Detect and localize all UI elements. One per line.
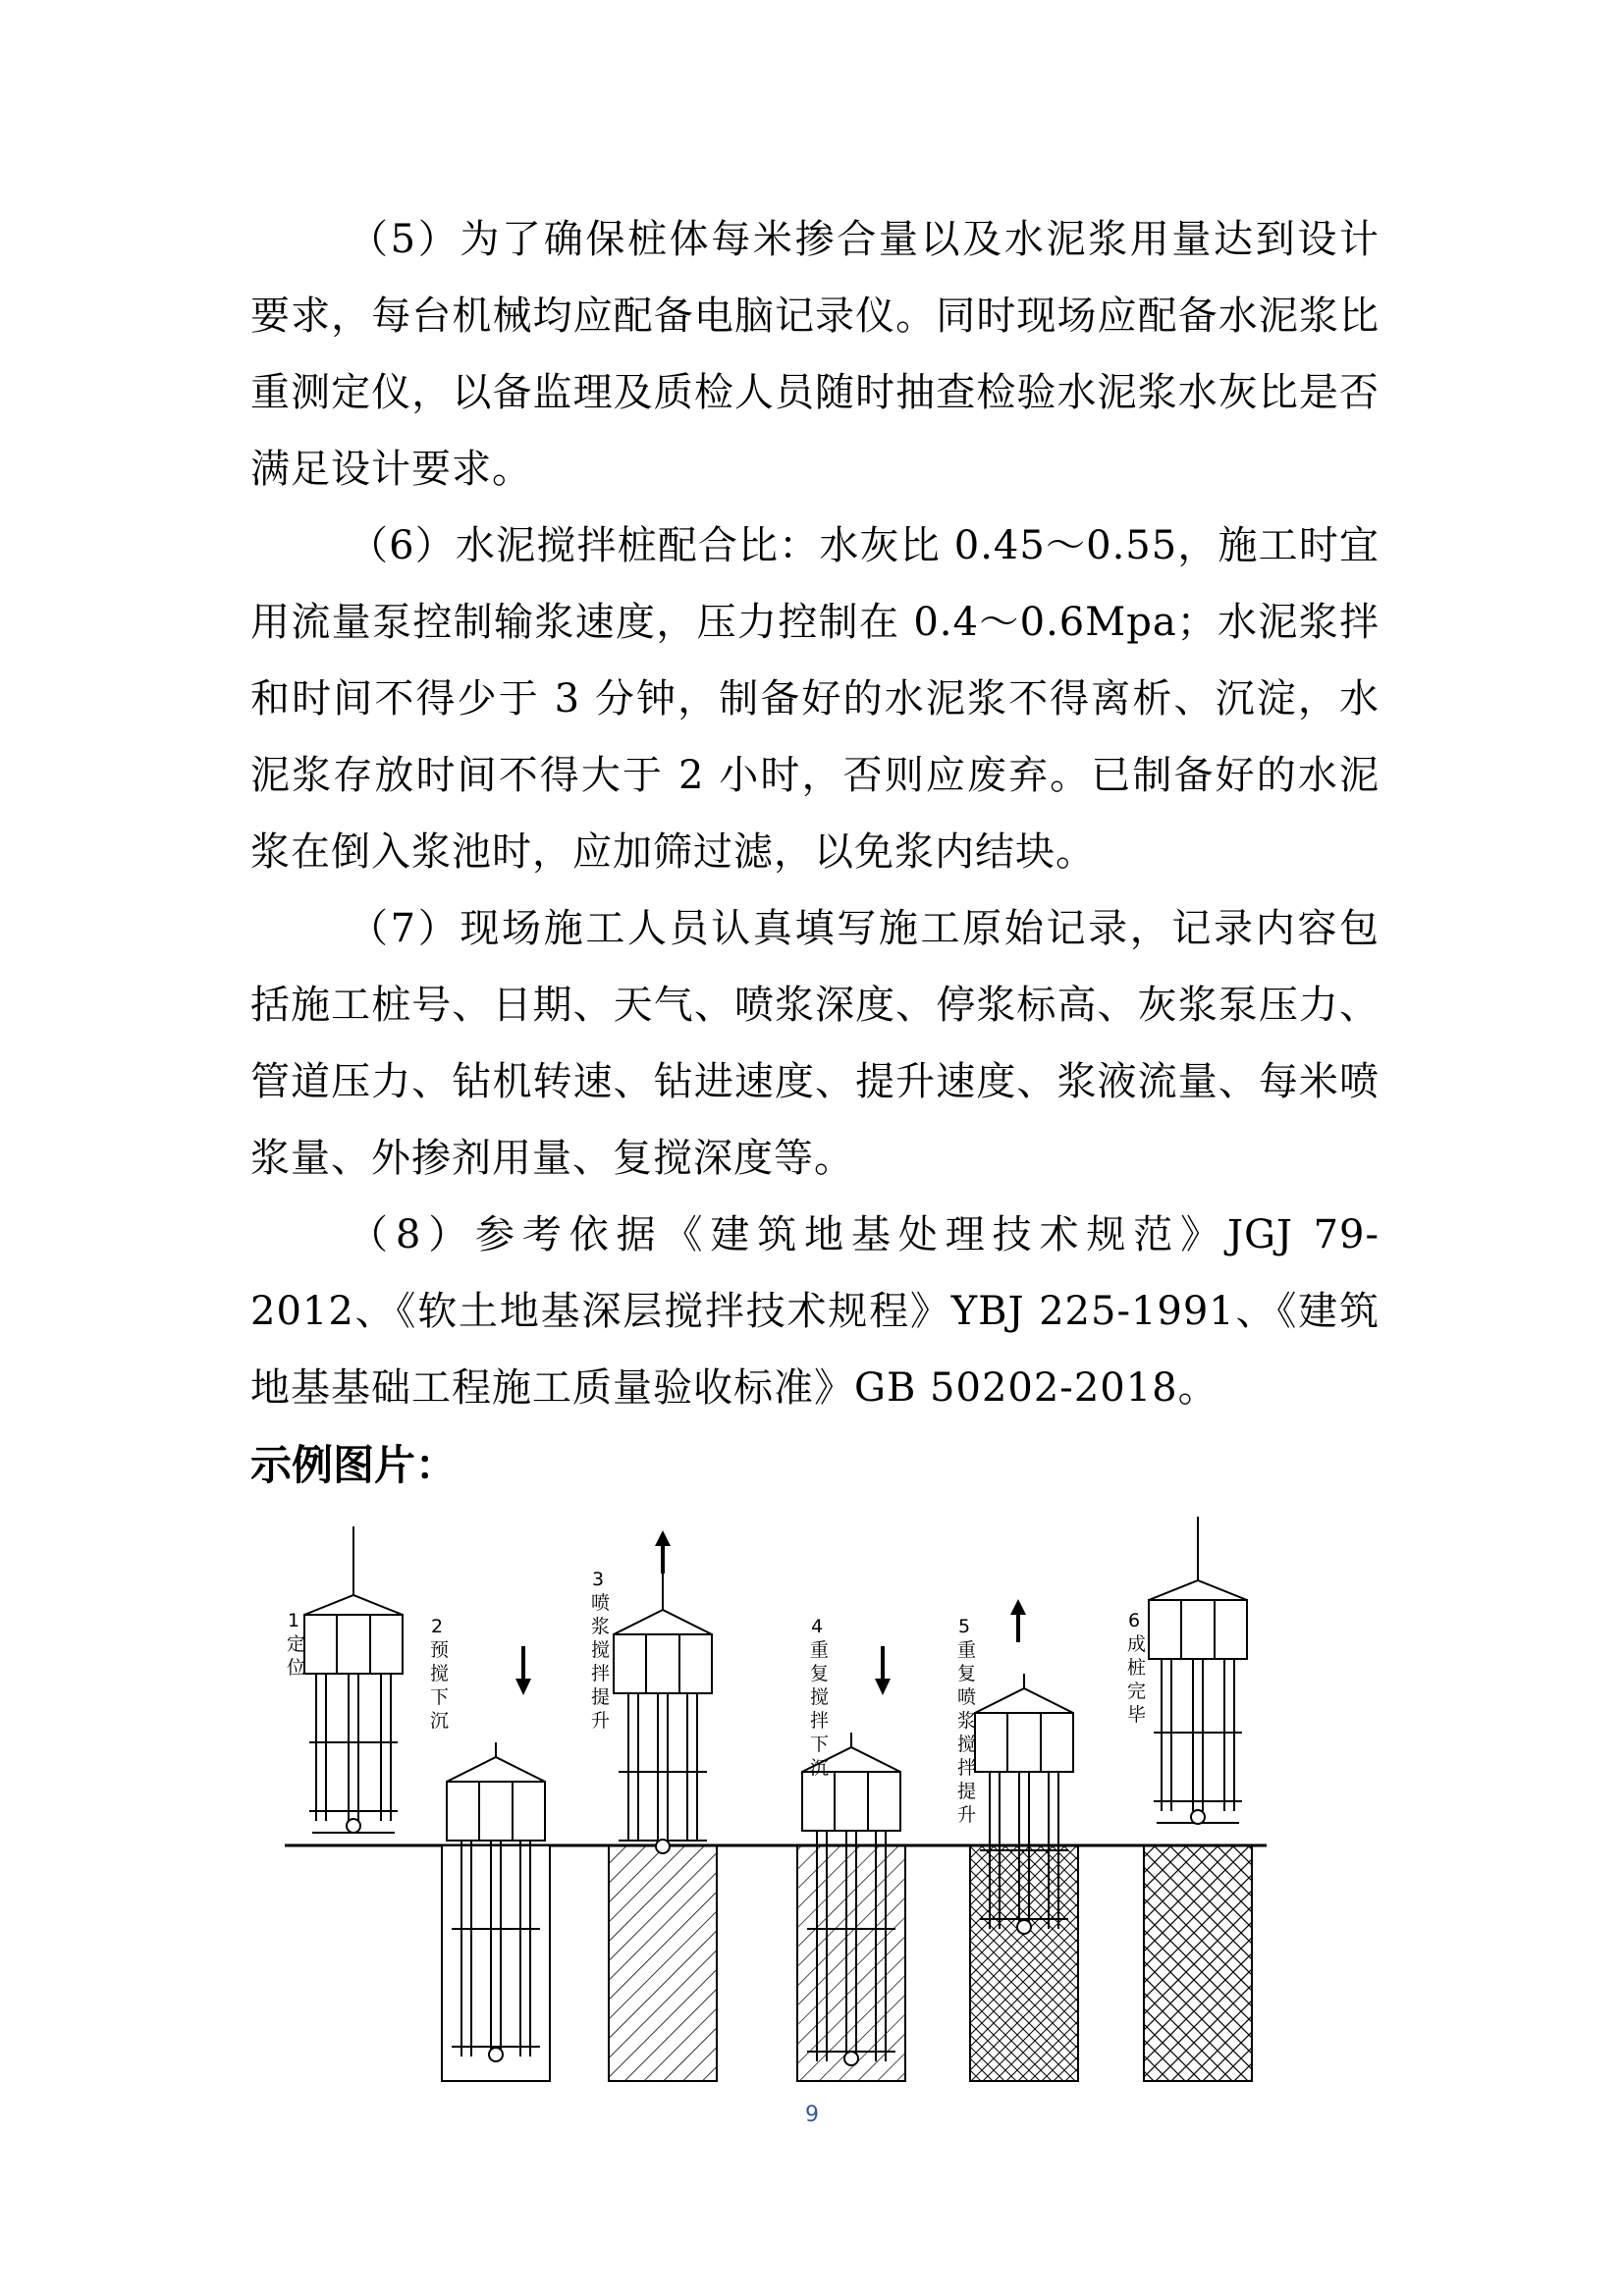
step-3-char: 浆 (591, 1616, 611, 1637)
step-6-char: 毕 (1127, 1704, 1147, 1726)
step-3-char: 拌 (591, 1663, 611, 1684)
step-5-char: 浆 (957, 1710, 977, 1732)
step-3-num: 3 (592, 1569, 605, 1590)
step-6-char: 桩 (1127, 1657, 1147, 1679)
step-2-char: 下 (430, 1686, 450, 1708)
paragraph-6: （6）水泥搅拌桩配合比：水灰比 0.45～0.55，施工时宜用流量泵控制输浆速度，压力控制在 0.4～0.6Mpa；水泥浆拌和时间不得少于 3 分钟，制备好的水泥浆不得离析、沉淀，水泥浆存放时间不得大于 2 小时，否则应废弃。已制备好的水泥浆在倒入浆池时，应加筛过滤，以免浆内结块。 (250, 523, 1380, 875)
rig-3 (614, 1571, 712, 1853)
step-4-char: 搅 (810, 1686, 830, 1708)
step-1-num: 1 (288, 1610, 300, 1631)
step-5-char: 升 (957, 1804, 977, 1826)
paragraph-8: （8）参考依据《建筑地基处理技术规范》JGJ 79-2012、《软土地基深层搅拌技术规程》YBJ 225-1991、《建筑地基基础工程施工质量验收标准》GB 50202-2018。 (250, 1212, 1380, 1411)
step-label-5 (957, 1616, 976, 1826)
pile-hole-3 (609, 1845, 717, 2081)
step-4-char: 复 (810, 1663, 830, 1684)
paragraph-7: （7）现场施工人员认真填写施工原始记录，记录内容包括施工桩号、日期、天气、喷浆深度、停浆标高、灰浆泵压力、管道压力、钻机转速、钻进速度、提升速度、浆液流量、每米喷浆量、外掺剂用量、复搅深度等。 (250, 906, 1380, 1181)
step-label-6 (1127, 1610, 1146, 1726)
pile-construction-diagram (275, 1517, 1286, 2106)
step-label-2 (430, 1616, 449, 1732)
step-3-char: 搅 (591, 1639, 611, 1661)
step-label-3 (591, 1569, 610, 1732)
step-5-char: 重 (957, 1639, 977, 1661)
step-5-char: 复 (957, 1663, 977, 1684)
step-4-char: 重 (810, 1639, 830, 1661)
step-5-char: 提 (957, 1781, 977, 1802)
step-label-1 (287, 1610, 305, 1679)
step-4-char: 下 (810, 1734, 830, 1755)
step-1-char: 定 (287, 1633, 306, 1655)
step-label-4 (810, 1616, 829, 1779)
step-2-char: 预 (430, 1639, 450, 1661)
step-1-char: 位 (287, 1657, 306, 1679)
pile-hole-5 (970, 1845, 1078, 2081)
step-4-num: 4 (811, 1616, 824, 1637)
paragraph-5: （5）为了确保桩体每米掺合量以及水泥浆用量达到设计要求，每台机械均应配备电脑记录仪。同时现场应配备水泥浆比重测定仪，以备监理及质检人员随时抽查检验水泥浆水灰比是否满足设计要求。 (250, 217, 1380, 492)
step-5-num: 5 (958, 1616, 971, 1637)
rig-1 (304, 1526, 403, 1833)
step-4-char: 拌 (810, 1710, 830, 1732)
step-3-char: 升 (591, 1710, 611, 1732)
step-3-char: 喷 (591, 1592, 611, 1614)
page-number: 9 (805, 2103, 819, 2127)
step-5-char: 拌 (957, 1757, 977, 1779)
step-6-char: 成 (1127, 1633, 1147, 1655)
step-5-char: 喷 (957, 1686, 977, 1708)
step-5-char: 搅 (957, 1734, 977, 1755)
rig-6 (1149, 1517, 1247, 1824)
step-3-char: 提 (591, 1686, 611, 1708)
pile-hole-6 (1144, 1845, 1252, 2081)
figure-heading: 示例图片： (250, 1441, 458, 1489)
step-2-char: 搅 (430, 1663, 450, 1684)
pile-hole-4 (797, 1845, 905, 2081)
step-2-num: 2 (431, 1616, 444, 1637)
step-4-char: 沉 (810, 1757, 830, 1779)
step-6-num: 6 (1128, 1610, 1141, 1631)
step-2-char: 沉 (430, 1710, 450, 1732)
step-6-char: 完 (1127, 1681, 1147, 1702)
